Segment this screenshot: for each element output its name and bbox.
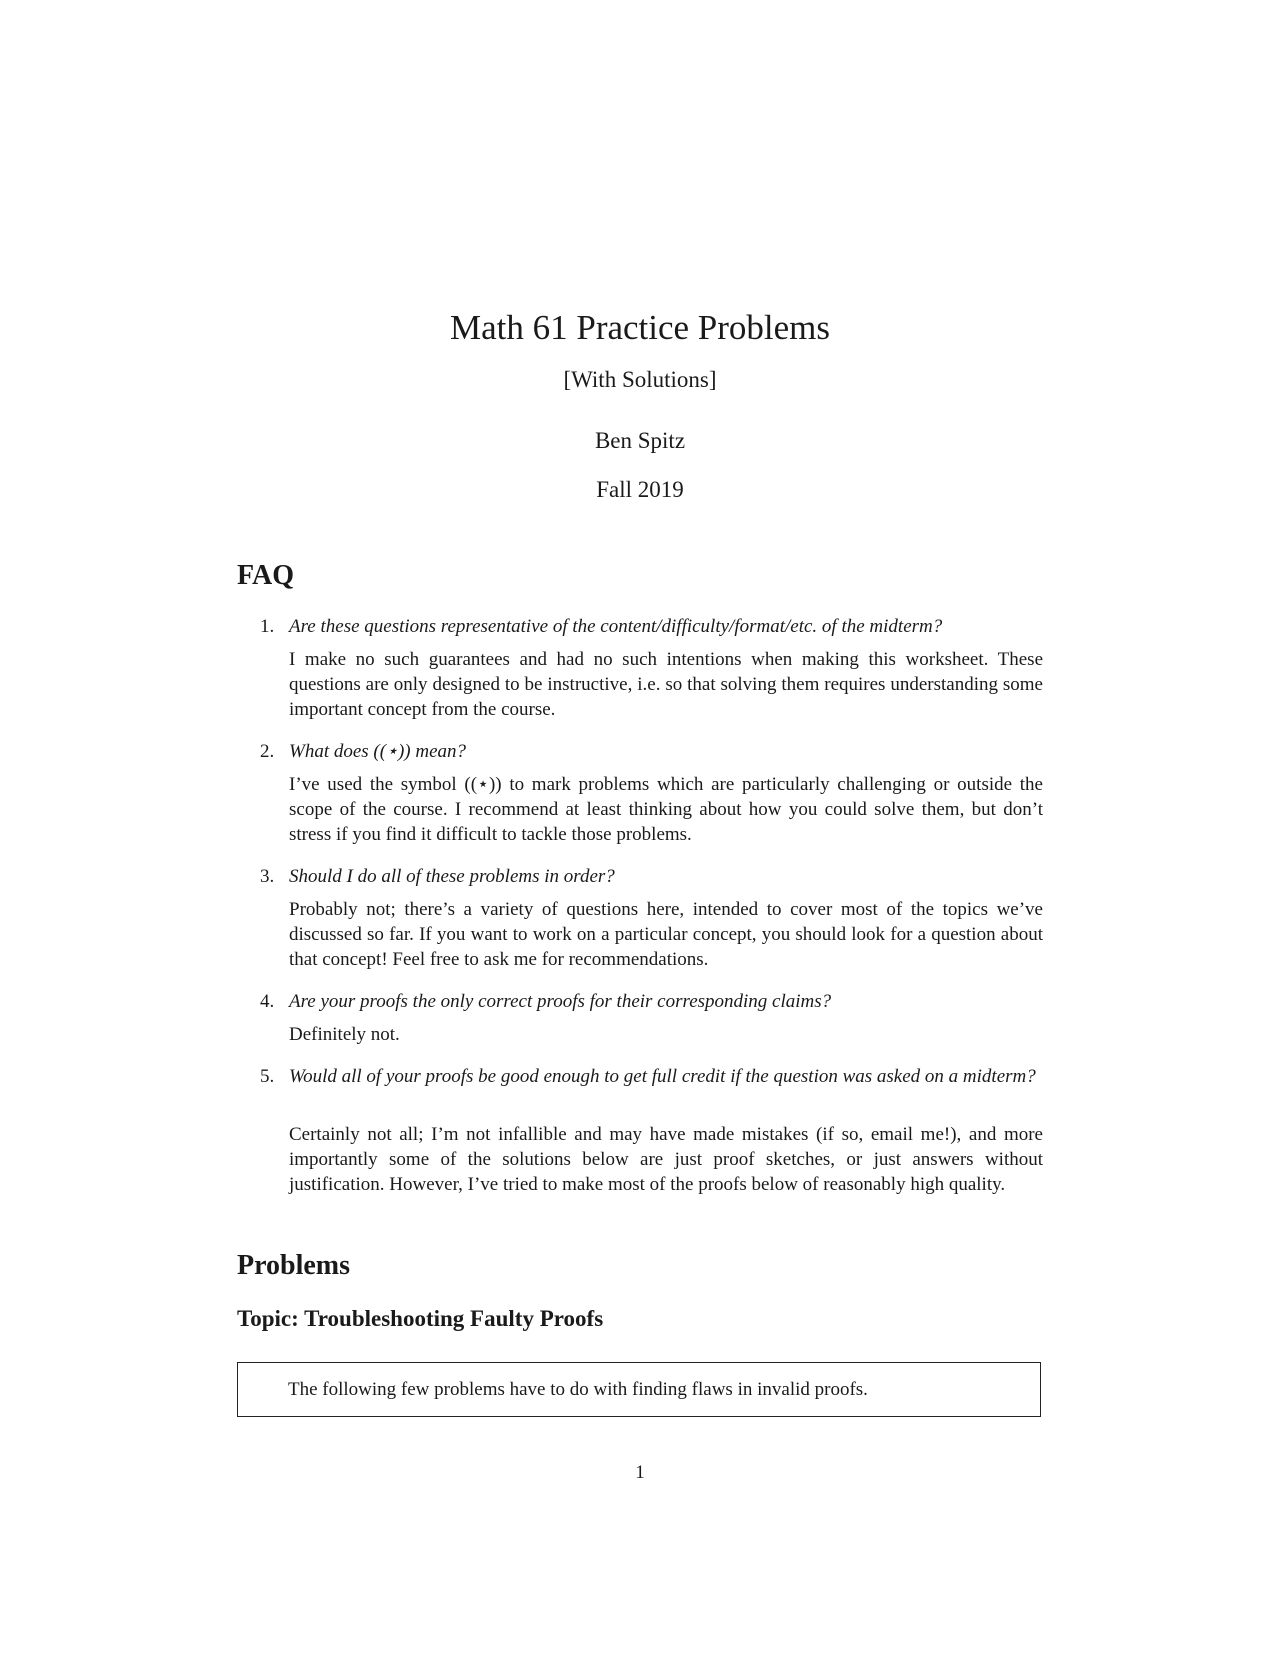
- faq-item-number: 2.: [260, 741, 275, 762]
- faq-answer: I’ve used the symbol ((⋆)) to mark problems which are particularly challenging or outside the scope of the course. I recommend at least thinking about how you could solve them, but don’t stress if you find it difficult to tackle those problems.: [289, 774, 1043, 845]
- faq-question: What does ((⋆)) mean?: [289, 741, 467, 762]
- document-date: Fall 2019: [596, 477, 684, 502]
- boxed-note-text: The following few problems have to do with finding flaws in invalid proofs.: [288, 1379, 868, 1400]
- boxed-note: [237, 1362, 1041, 1417]
- topic-heading: Topic: Troubleshooting Faulty Proofs: [237, 1306, 604, 1331]
- document-title: Math 61 Practice Problems: [449, 308, 831, 347]
- document-subtitle: [With Solutions]: [563, 367, 717, 392]
- faq-question: Would all of your proofs be good enough to get full credit if the question was asked on a midterm?: [289, 1066, 1036, 1087]
- faq-question: Are these questions representative of the content/difficulty/format/etc. of the midterm?: [289, 616, 943, 637]
- faq-item-number: 3.: [260, 866, 275, 887]
- document-author: Ben Spitz: [594, 428, 686, 453]
- faq-question: Are your proofs the only correct proofs for their corresponding claims?: [289, 991, 832, 1012]
- faq-answer: Certainly not all; I’m not infallible and may have made mistakes (if so, email me!), and more importantly some of the solutions below are just proof sketches, or just answers without justification. However, I’ve tried to make most of the proofs below of reasonably high quality.: [289, 1124, 1043, 1195]
- faq-answer: Probably not; there’s a variety of questions here, intended to cover most of the topics we’ve discussed so far. If you want to work on a particular concept, you should look for a question about that concept! Feel free to ask me for recommendations.: [289, 899, 1043, 970]
- problems-heading: Problems: [237, 1250, 351, 1281]
- faq-item-number: 4.: [260, 991, 275, 1012]
- faq-answer: I make no such guarantees and had no such intentions when making this worksheet. These questions are only designed to be instructive, i.e. so that solving them requires understanding some important concept from the course.: [289, 649, 1043, 720]
- faq-item-number: 1.: [260, 616, 275, 637]
- faq-item-number: 5.: [260, 1066, 275, 1087]
- faq-answer: Definitely not.: [289, 1024, 400, 1045]
- faq-question: Should I do all of these problems in order?: [289, 866, 615, 887]
- page-number: 1: [635, 1462, 645, 1483]
- faq-heading: FAQ: [237, 560, 295, 591]
